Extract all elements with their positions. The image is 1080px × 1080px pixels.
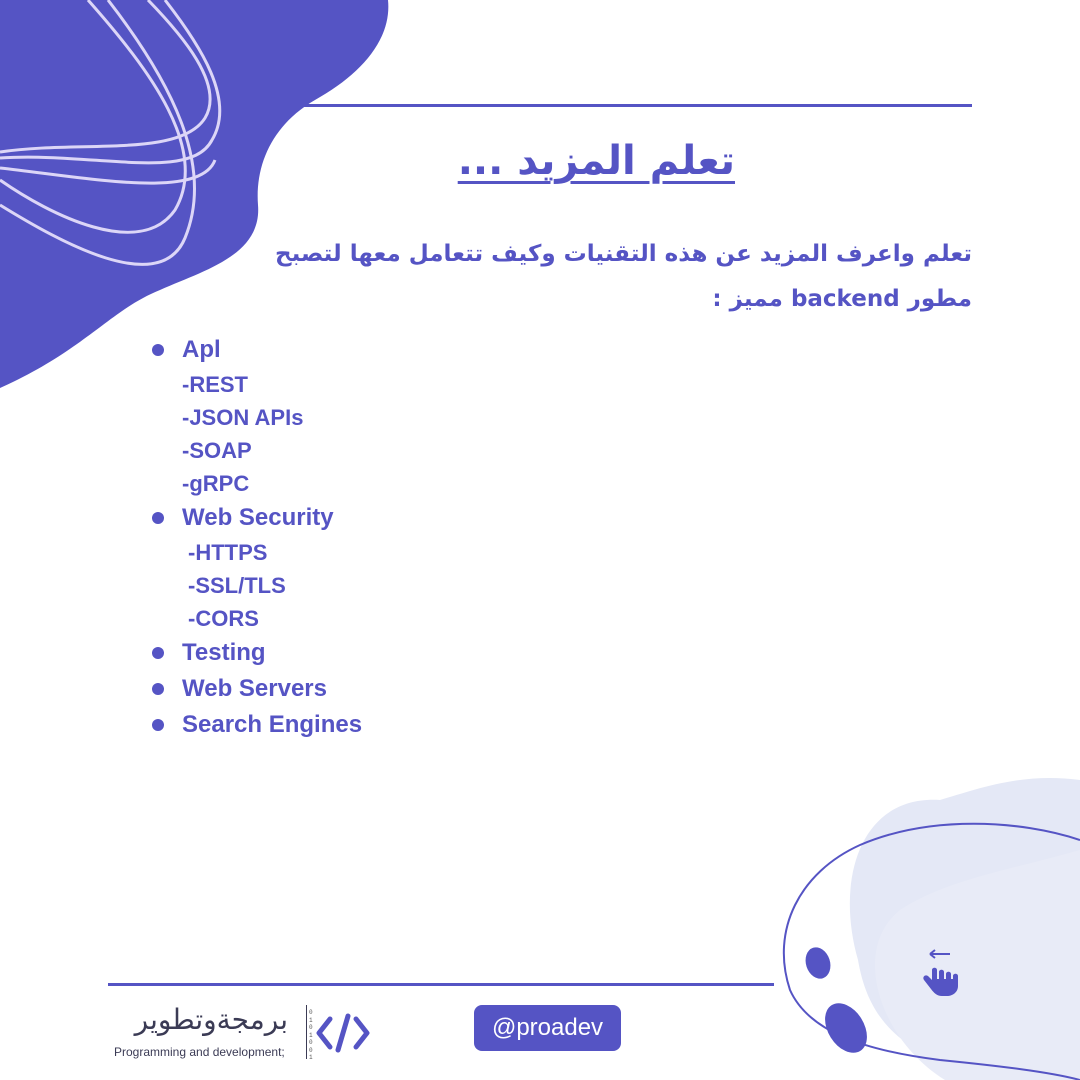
subtopic-item: -JSON APIs xyxy=(182,405,304,430)
topic-label: Web Servers xyxy=(182,675,327,702)
bullet-icon xyxy=(152,719,164,731)
subtopic-item: -REST xyxy=(182,372,248,397)
bullet-icon xyxy=(152,344,164,356)
topic-item-web-servers xyxy=(150,671,362,707)
bottom-divider xyxy=(108,983,774,986)
topic-item-web-security xyxy=(150,500,362,635)
page-title: تعلم المزيد ... xyxy=(457,138,735,184)
topic-list xyxy=(150,332,362,743)
subtopic-list xyxy=(182,368,362,500)
brand-name-arabic: برمجةوتطوير xyxy=(134,1003,288,1036)
topic-label: Search Engines xyxy=(182,711,363,738)
bullet-icon xyxy=(152,683,164,695)
topic-label: Testing xyxy=(182,639,266,666)
topic-item-testing xyxy=(150,635,362,671)
bullet-icon xyxy=(152,647,164,659)
bullet-icon xyxy=(152,512,164,524)
top-divider xyxy=(280,104,972,107)
subtopic-item: -gRPC xyxy=(182,471,250,496)
social-handle-badge[interactable]: @proadev xyxy=(474,1005,621,1051)
hand-pointer-swipe-icon xyxy=(916,948,968,998)
subtopic-item: -SOAP xyxy=(182,438,252,463)
topic-label: Apl xyxy=(182,336,221,363)
topic-item-search-engines xyxy=(150,707,362,743)
subtopic-item: -SSL/TLS xyxy=(188,573,286,598)
topic-item-api xyxy=(150,332,362,500)
subtopic-item: -CORS xyxy=(188,606,259,631)
subtopic-list xyxy=(182,536,362,635)
brand-binary: 0101001 xyxy=(309,1009,313,1061)
topic-label: Web Security xyxy=(182,504,334,531)
brand-logo-block xyxy=(108,1003,378,1067)
intro-text: تعلم واعرف المزيد عن هذه التقنيات وكيف تتعامل معها لتصبح مطور backend مميز : xyxy=(275,241,972,312)
code-brackets-icon xyxy=(314,1013,372,1053)
brand-tagline: Programming and development; xyxy=(114,1045,285,1059)
subtopic-item: -HTTPS xyxy=(188,540,268,565)
brand-divider xyxy=(306,1005,307,1059)
